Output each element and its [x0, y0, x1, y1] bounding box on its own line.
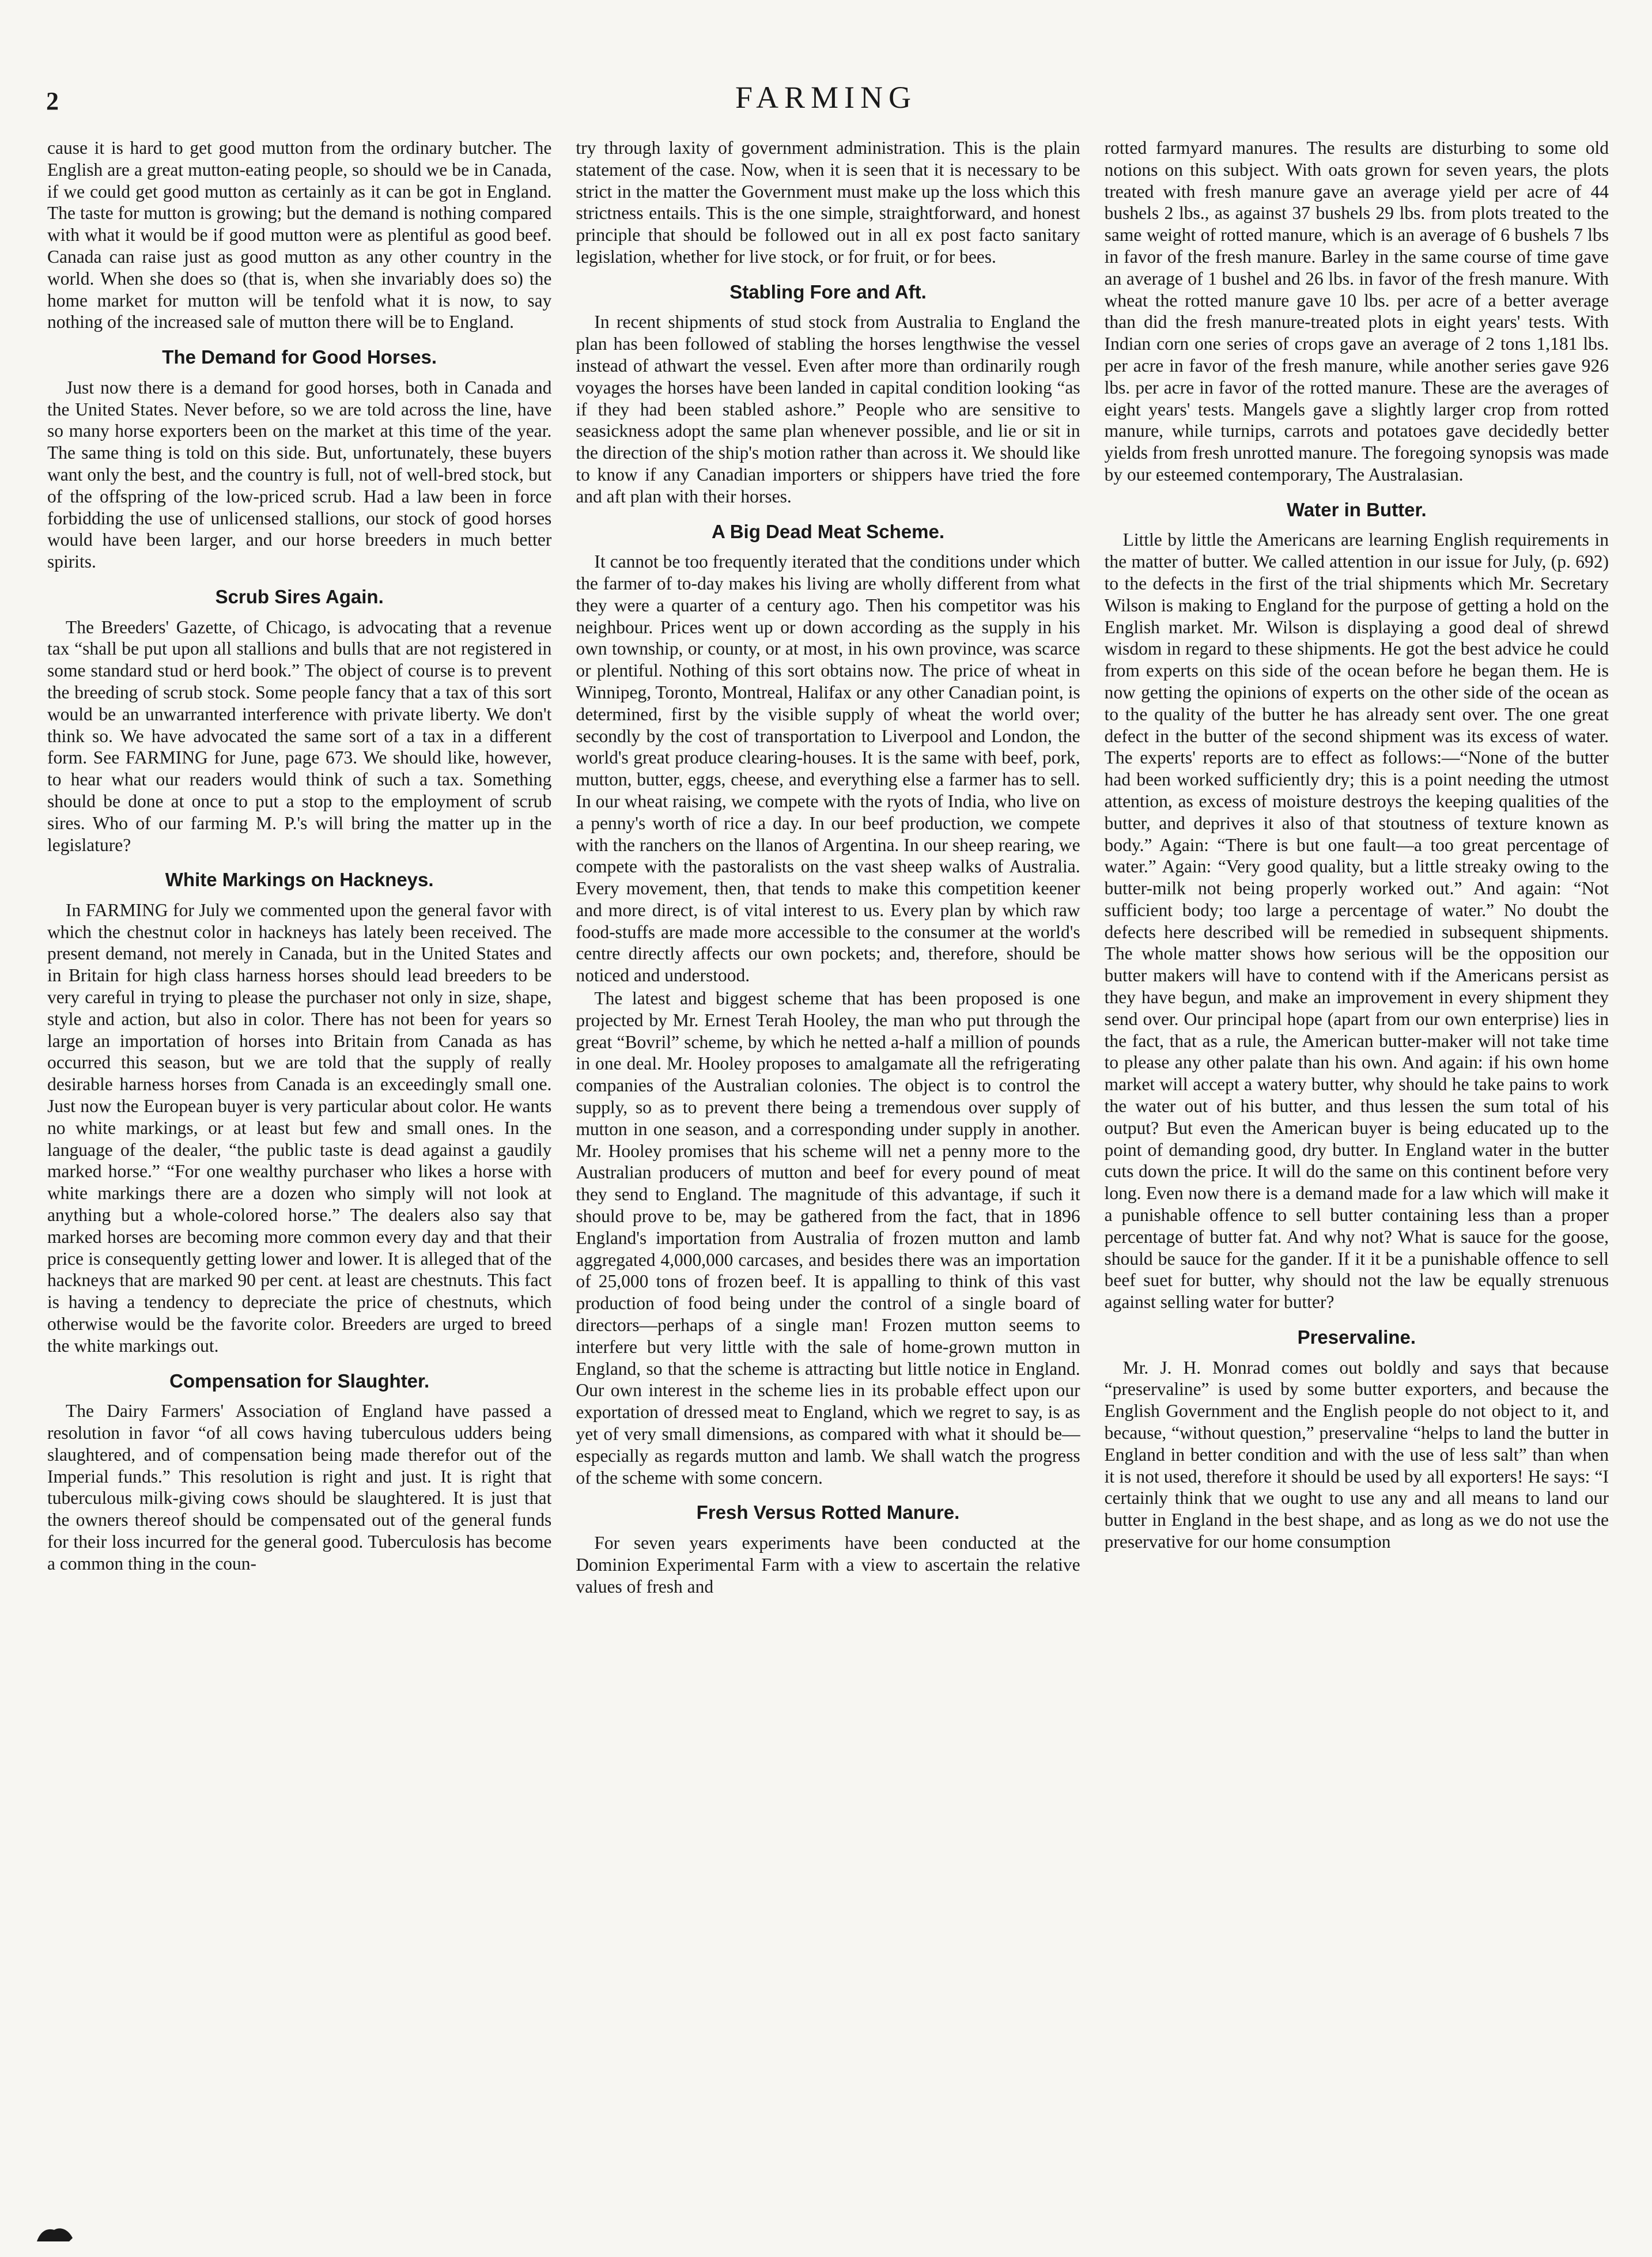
paragraph: Just now there is a demand for good horses, both in Canada and the United States. Never before, so we are told across the line, have so many horse exporters been on the market at this time of the year. The same thing is told on this side. But, unfortunately, these buyers want only the best, and the country is full, not of well-bred stock, but of the offspring of the low-priced scrub. Had a law been in force forbidding the use of unlicensed stallions, our stock of good horses would have been larger, and our horse breeders in much better spirits. — [47, 377, 552, 572]
column-2 — [576, 137, 1080, 2188]
paragraph: cause it is hard to get good mutton from the ordinary butcher. The English are a great mutton-eating people, so should we be in Canada, if we could get good mutton as certainly as it can be got in England. The taste for mutton is growing; but the demand is nothing compared with what it would be if good mutton were as plentiful as good beef. Canada can raise just as good mutton as any other country in the world. When she does so (that is, when she invariably does so) the home market for mutton will be tenfold what it is now, to say nothing of the increased sale of mutton there will be to England. — [47, 138, 552, 332]
section-heading: The Demand for Good Horses. — [162, 346, 437, 368]
section-heading: Stabling Fore and Aft. — [729, 281, 927, 303]
column-3 — [1105, 137, 1609, 2188]
column-1 — [47, 137, 551, 2188]
page-number: 2 — [46, 87, 59, 115]
paragraph: In FARMING for July we commented upon the general favor with which the chestnut color in hackneys has lately been received. The present demand, not merely in Canada, but in the United States and in Britain for high class harness horses should lead breeders to be very careful in trying to please the purchaser not only in size, shape, style and action, but also in color. There has not been for years so large an importation of horses into Britain from Canada as has occurred this season, but we are told that the supply of really desirable harness horses from Canada is an exceedingly small one. Just now the European buyer is very particular about color. He wants no white markings, or at least but few and small ones. In the language of the dealer, “the public taste is dead against a gaudily marked horse.” “For one wealthy purchaser who likes a horse with white markings there are a dozen who simply will not look at anything but a whole-colored horse.” The dealers also say that marked horses are becoming more common every day and that their price is consequently getting lower and lower. It is alleged that of the hackneys that are marked 90 per cent. at least are chestnuts. This fact is having a tendency to depreciate the price of chestnuts, which otherwise would be the favorite color. Breeders are urged to breed the white markings out. — [47, 899, 552, 1356]
paragraph: In recent shipments of stud stock from Australia to England the plan has been followed of stabling the horses lengthwise the vessel instead of athwart the vessel. Even after more than ordinarily rough voyages the horses have been landed in capital condition looking “as if they had been stabled ashore.” People who are sensitive to seasickness adopt the same plan whenever possible, and lie or sit in the direction of the ship's motion rather than across it. We should like to know if any Canadian importers or shippers have tried the fore and aft plan with their horses. — [576, 312, 1080, 506]
section-heading: Preservaline. — [1297, 1326, 1416, 1348]
paragraph: Little by little the Americans are learning English requirements in the matter of butter. We called attention in our issue for July, (p. 692) to the defects in the first of the trial shipments which Mr. Secretary Wilson is making to England for the purpose of getting a hold on the English market. Mr. Wilson is displaying a good deal of shrewd wisdom in regard to these shipments. He got the best advice he could from experts on this side of the ocean before he began them. He is now getting the opinions of experts on the other side of the ocean as to the quality of the butter he has already sent over. The one great defect in the butter of the second shipment was its excess of water. The experts' reports are to effect as follows:—“None of the butter had been worked sufficiently dry; this is a point needing the utmost attention, as excess of moisture destroys the keeping qualities of the butter, and deprives it also of that stoutness of texture known as body.” Again: “There is but one fault—a too great percentage of water.” Again: “Very good quality, but a little streaky owing to the butter-milk not being properly worked out.” And again: “Not sufficient body; too large a percentage of water.” No doubt the defects here described will be remedied in subsequent shipments. The whole matter shows how serious will be the opposition our butter makers will have to contend with if the Americans persist as they have begun, and make an improvement in every shipment they send over. Our principal hope (apart from our own enterprise) lies in the fact, that as a rule, the American butter-maker will not take time to please any other palate than his own. And again: if his own home market will accept a watery butter, why should he take pains to work the water out of his butter, and thus lessen the sum total of his output? But even the American buyer is being educated up to the point of demanding good, dry butter. In England water in the butter cuts down the price. It will do the same on this continent before very long. Even now there is a demand made for a law which will make it a punishable offence to sell butter containing less than a proper percentage of butter fat. And why not? What is sauce for the goose, should be sauce for the gander. If it it be a punishable offence to sell beef suet for butter, why should not the law be equally strenuous against selling water for butter? — [1104, 530, 1609, 1313]
section-heading: Water in Butter. — [1287, 498, 1427, 520]
paragraph: For seven years experiments have been conducted at the Dominion Experimental Farm with a view to ascertain the relative values of fresh and — [576, 1533, 1080, 1597]
paragraph: rotted farmyard manures. The results are disturbing to some old notions on this subject. With oats grown for seven years, the plots treated with fresh manure gave an average yield per acre of 44 bushels 2 lbs., as against 37 bushels 29 lbs. from plots treated to the same weight of rotted manure, which is an average of 6 bushels 7 lbs in favor of the fresh manure. Barley in the same course of time gave an average of 1 bushel and 26 lbs. in favor of the fresh manure. With wheat the rotted manure gave 10 lbs. per acre of a better average than did the fresh manure-treated plots in eight years' tests. With Indian corn one series of crops gave an average of 2 tons 1,181 lbs. per acre in favor of the fresh manure, while another series gave 926 lbs. per acre in favor of the rotted manure. These are the averages of eight years' tests. Mangels gave a slightly larger crop from rotted manure, while turnips, carrots and potatoes gave decidedly better yields from fresh unrotted manure. The foregoing synopsis was made by our esteemed contemporary, The Australasian. — [1104, 138, 1609, 485]
paragraph: The latest and biggest scheme that has been proposed is one projected by Mr. Ernest Terah Hooley, the man who put through the great “Bovril” scheme, by which he netted a-half a million of pounds in one deal. Mr. Hooley proposes to amalgamate all the refrigerating companies of the Australian colonies. The object is to control the supply, so as to prevent there being a tremendous over supply of mutton in one season, and a corresponding under supply in another. Mr. Hooley promises that his scheme will net a penny more to the Australian producers of mutton and beef for every pound of meat they send to England. The magnitude of this advantage, if such it should prove to be, may be gathered from the fact, that in 1896 England's importation from Australia of frozen mutton and lamb aggregated 4,000,000 carcases, and besides there was an importation of 25,000 tons of frozen beef. It is appalling to think of this vast production of food being under the control of a single board of directors—perhaps of a single man! Frozen mutton seems to interfere but very little with the sale of home-grown mutton in England, so that the scheme is attracting but little notice in England. Our own interest in the scheme lies in its probable effect upon our exportation of dressed meat to England, which we regret to say, is as yet of very small dimensions, as compared with what it should be—especially as regards mutton and lamb. We shall watch the progress of the scheme with some concern. — [576, 988, 1080, 1488]
section-heading: White Markings on Hackneys. — [165, 869, 434, 891]
section-heading: Fresh Versus Rotted Manure. — [696, 1502, 960, 1523]
paragraph: The Dairy Farmers' Association of England have passed a resolution in favor “of all cows having tuberculous udders being slaughtered, and of compensation being made therefor out of the Imperial funds.” This resolution is right and just. It is right that tuberculous milk-giving cows should be slaughtered. It is just that the owners thereof should be compensated out of the general funds for their loss incurred for the general good. Tuberculosis has become a common thing in the coun- — [47, 1401, 552, 1574]
section-heading: A Big Dead Meat Scheme. — [711, 520, 945, 542]
paragraph: Mr. J. H. Monrad comes out boldly and says that because “preservaline” is used by some butter exporters, and because the English Government and the English people do not object to it, and because, “without question,” preservaline “helps to land the butter in England in better condition and with the use of less salt” than when it is not used, therefore it should be used by all exporters! He says: “I certainly think that we ought to use any and all means to land our butter in England in the best shape, and as long as we do not use the preservative for our home consumption — [1104, 1357, 1609, 1552]
masthead-title: FARMING — [735, 80, 917, 115]
paragraph: The Breeders' Gazette, of Chicago, is advocating that a revenue tax “shall be put upon all stallions and bulls that are not registered in some standard stud or herd book.” The object of course is to prevent the breeding of scrub stock. Some people fancy that a tax of this sort would be an unwarranted interference with private liberty. We don't think so. We have advocated the same sort of a tax in a different form. See FARMING for June, page 673. We should like, however, to hear what our readers would think of such a tax. Something should be done at once to put a stop to the employment of scrub sires. Who of our farming M. P.'s will bring the matter up in the legislature? — [47, 617, 552, 855]
printer-ornament-icon — [35, 2225, 75, 2244]
section-heading: Compensation for Slaughter. — [169, 1370, 430, 1392]
section-heading: Scrub Sires Again. — [215, 585, 384, 607]
article-columns — [47, 137, 1609, 2188]
paragraph: try through laxity of government administration. This is the plain statement of the case. Now, when it is seen that it is necessary to be strict in the matter the Government must make up the loss which this strictness entails. This is the one simple, straightforward, and honest principle that should be followed out in all ex post facto sanitary legislation, whether for live stock, or for fruit, or for bees. — [576, 138, 1080, 267]
paragraph: It cannot be too frequently iterated that the conditions under which the farmer of to-day makes his living are wholly different from what they were a quarter of a century ago. Then his competitor was his neighbour. Prices went up or down according as the supply in his own township, or county, or at most, in his own province, was scarce or plentiful. Nothing of this sort obtains now. The price of wheat in Winnipeg, Toronto, Montreal, Halifax or any other Canadian point, is determined, first by the visible supply of wheat the world over; secondly by the cost of transportation to Liverpool and London, the world's great produce clearing-houses. It is the same with beef, pork, mutton, butter, eggs, cheese, and everything else a farmer has to sell. In our wheat raising, we compete with the ryots of India, who live on a penny's worth of rice a day. In our beef production, we compete with the ranchers on the llanos of Argentina. In our sheep rearing, we compete with the pastoralists on the vast sheep walks of Australia. Every movement, then, that tends to make this competition keener and more direct, is of vital interest to us. Every plan by which raw food-stuffs are made more accessible to the consumer at the world's centre directly affects our own pockets; and, therefore, should be noticed and understood. — [576, 551, 1080, 986]
